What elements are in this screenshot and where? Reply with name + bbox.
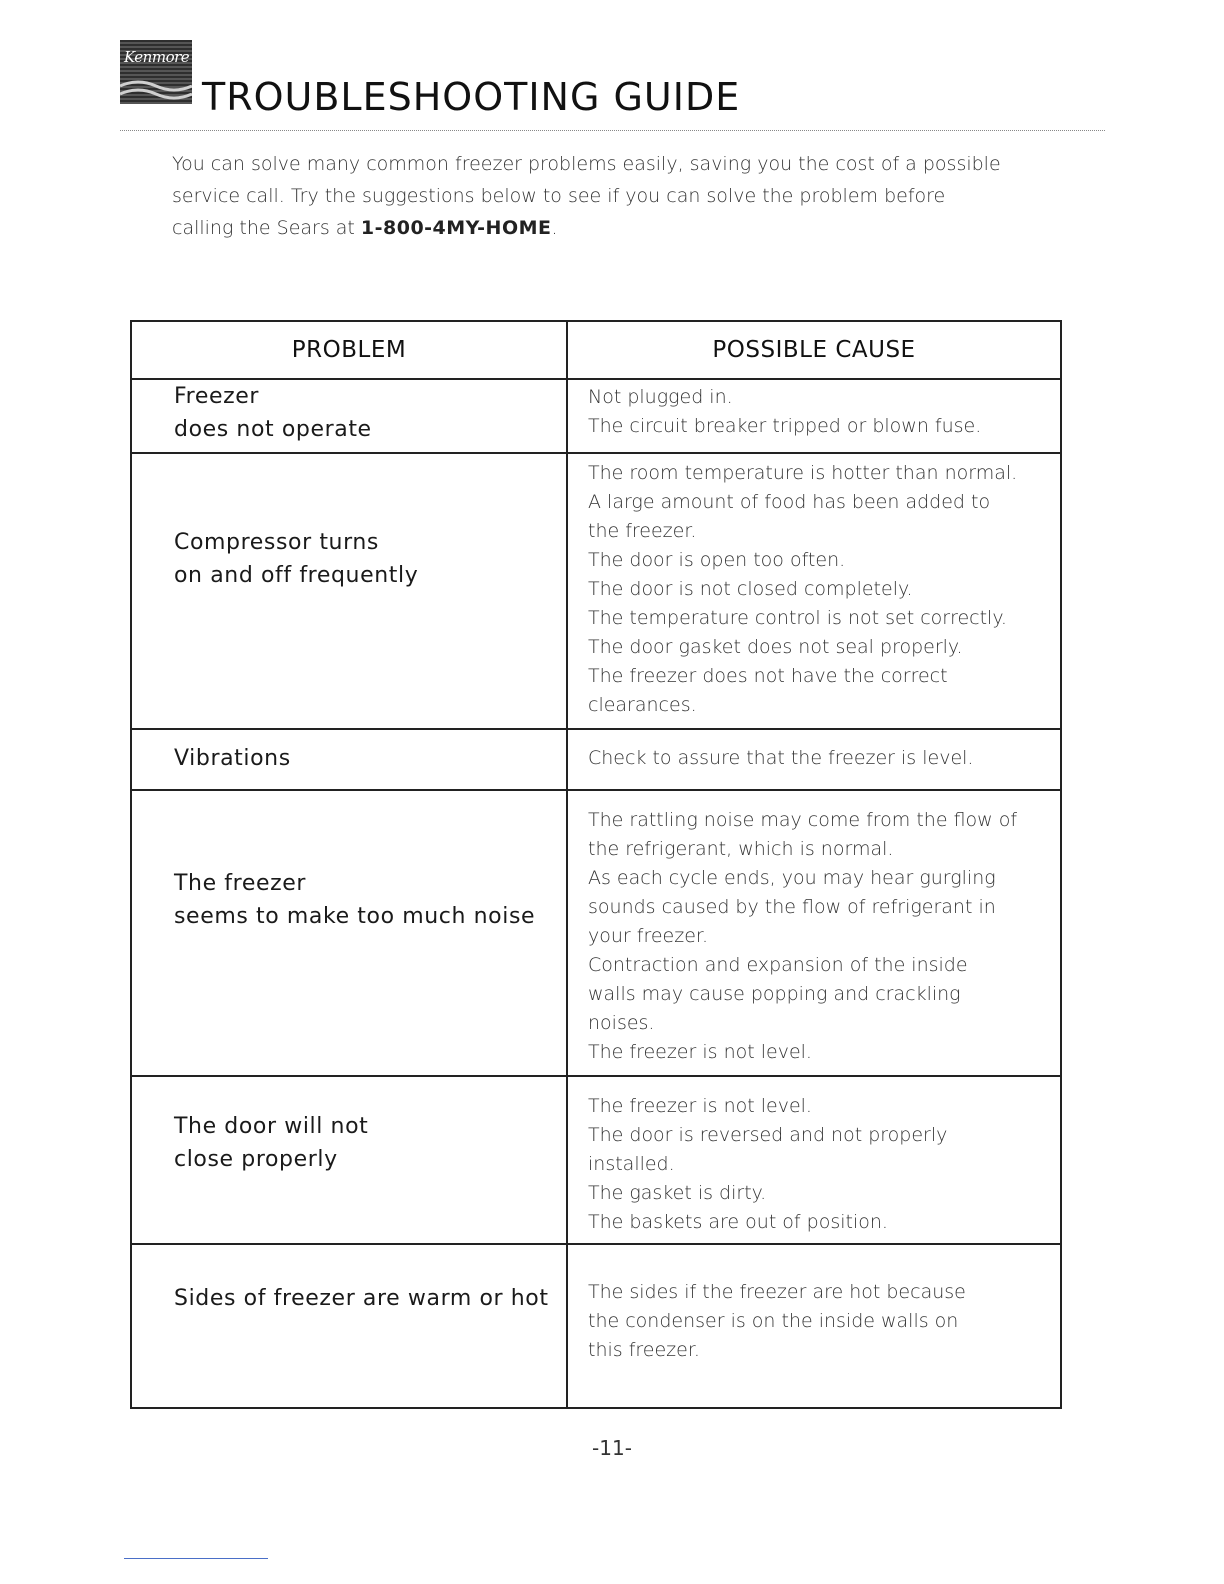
table-row [131, 729, 1061, 790]
cause-cell [567, 1244, 1061, 1408]
intro-line: service call. Try the suggestions below to see if you can solve the problem before [172, 185, 946, 207]
problem-text: does not operate [174, 417, 372, 442]
problem-cell [131, 1244, 567, 1408]
cause-text: The gasket is dirty. [588, 1182, 767, 1204]
table-header-row [131, 321, 1061, 379]
cause-text: Check to assure that the freezer is level. [588, 747, 974, 769]
cause-text: As each cycle ends, you may hear gurgling [588, 867, 996, 889]
problem-text: Freezer [174, 384, 260, 409]
cause-text: noises. [588, 1012, 655, 1034]
kenmore-logo [120, 40, 192, 104]
problem-text: Sides of freezer are warm or hot [174, 1286, 549, 1311]
intro-line: You can solve many common freezer problems easily, saving you the cost of a possible [172, 153, 1001, 175]
problem-text: Compressor turns [174, 530, 379, 555]
cause-text: The door is open too often. [588, 549, 846, 571]
cause-text: The freezer does not have the correct [588, 665, 948, 687]
cause-text: your freezer. [588, 925, 708, 947]
table-row [131, 453, 1061, 729]
header-divider [120, 130, 1105, 131]
cause-cell [567, 790, 1061, 1076]
problem-text: on and off frequently [174, 563, 419, 588]
logo-text: Kenmore [124, 48, 190, 66]
intro-line [172, 212, 1032, 244]
cause-text: The baskets are out of position. [588, 1211, 888, 1233]
footer-divider [124, 1558, 268, 1559]
cause-text: The door gasket does not seal properly. [588, 636, 963, 658]
cause-column-header: POSSIBLE CAUSE [567, 321, 1061, 379]
cause-text: The freezer is not level. [588, 1095, 812, 1117]
problem-column-header: PROBLEM [131, 321, 567, 379]
table-row [131, 1076, 1061, 1244]
intro-paragraph [172, 148, 1032, 244]
cause-text: the condenser is on the inside walls on [588, 1310, 959, 1332]
cause-text: The temperature control is not set correctly. [588, 607, 1007, 629]
phone-number: 1-800-4MY-HOME [360, 217, 552, 239]
page-title: TROUBLESHOOTING GUIDE [202, 75, 741, 119]
cause-cell [567, 1076, 1061, 1244]
table-row [131, 379, 1061, 453]
problem-text: seems to make too much noise [174, 904, 536, 929]
troubleshooting-table [130, 320, 1062, 1409]
table-row [131, 790, 1061, 1076]
cause-cell [567, 453, 1061, 729]
cause-text: this freezer. [588, 1339, 700, 1361]
problem-cell [131, 790, 567, 1076]
cause-text: The door is not closed completely. [588, 578, 913, 600]
cause-text: sounds caused by the flow of refrigerant in [588, 896, 996, 918]
cause-text: The rattling noise may come from the flow of [588, 809, 1018, 831]
cause-text: The circuit breaker tripped or blown fuse. [588, 415, 982, 437]
cause-text: Contraction and expansion of the inside [588, 954, 968, 976]
cause-text: clearances. [588, 694, 697, 716]
problem-text: The door will not [174, 1114, 369, 1139]
cause-text: The door is reversed and not properly [588, 1124, 948, 1146]
problem-cell [131, 453, 567, 729]
cause-text: the refrigerant, which is normal. [588, 838, 894, 860]
problem-cell [131, 729, 567, 790]
logo-waves-icon [120, 76, 192, 104]
cause-text: walls may cause popping and crackling [588, 983, 961, 1005]
cause-text: A large amount of food has been added to [588, 491, 991, 513]
cause-text: the freezer. [588, 520, 697, 542]
intro-line-prefix: calling the Sears at [172, 217, 361, 239]
problem-cell [131, 1076, 567, 1244]
problem-cell [131, 379, 567, 453]
page-number: -11- [592, 1436, 632, 1460]
problem-text: Vibrations [174, 746, 291, 771]
problem-text: close properly [174, 1147, 338, 1172]
table-row [131, 1244, 1061, 1408]
cause-text: The room temperature is hotter than normal. [588, 462, 1018, 484]
cause-cell [567, 379, 1061, 453]
intro-line-suffix: . [551, 217, 558, 239]
problem-text: The freezer [174, 871, 307, 896]
cause-cell [567, 729, 1061, 790]
cause-text: The sides if the freezer are hot because [588, 1281, 966, 1303]
cause-text: installed. [588, 1153, 675, 1175]
cause-text: Not plugged in. [588, 386, 733, 408]
cause-text: The freezer is not level. [588, 1041, 812, 1063]
